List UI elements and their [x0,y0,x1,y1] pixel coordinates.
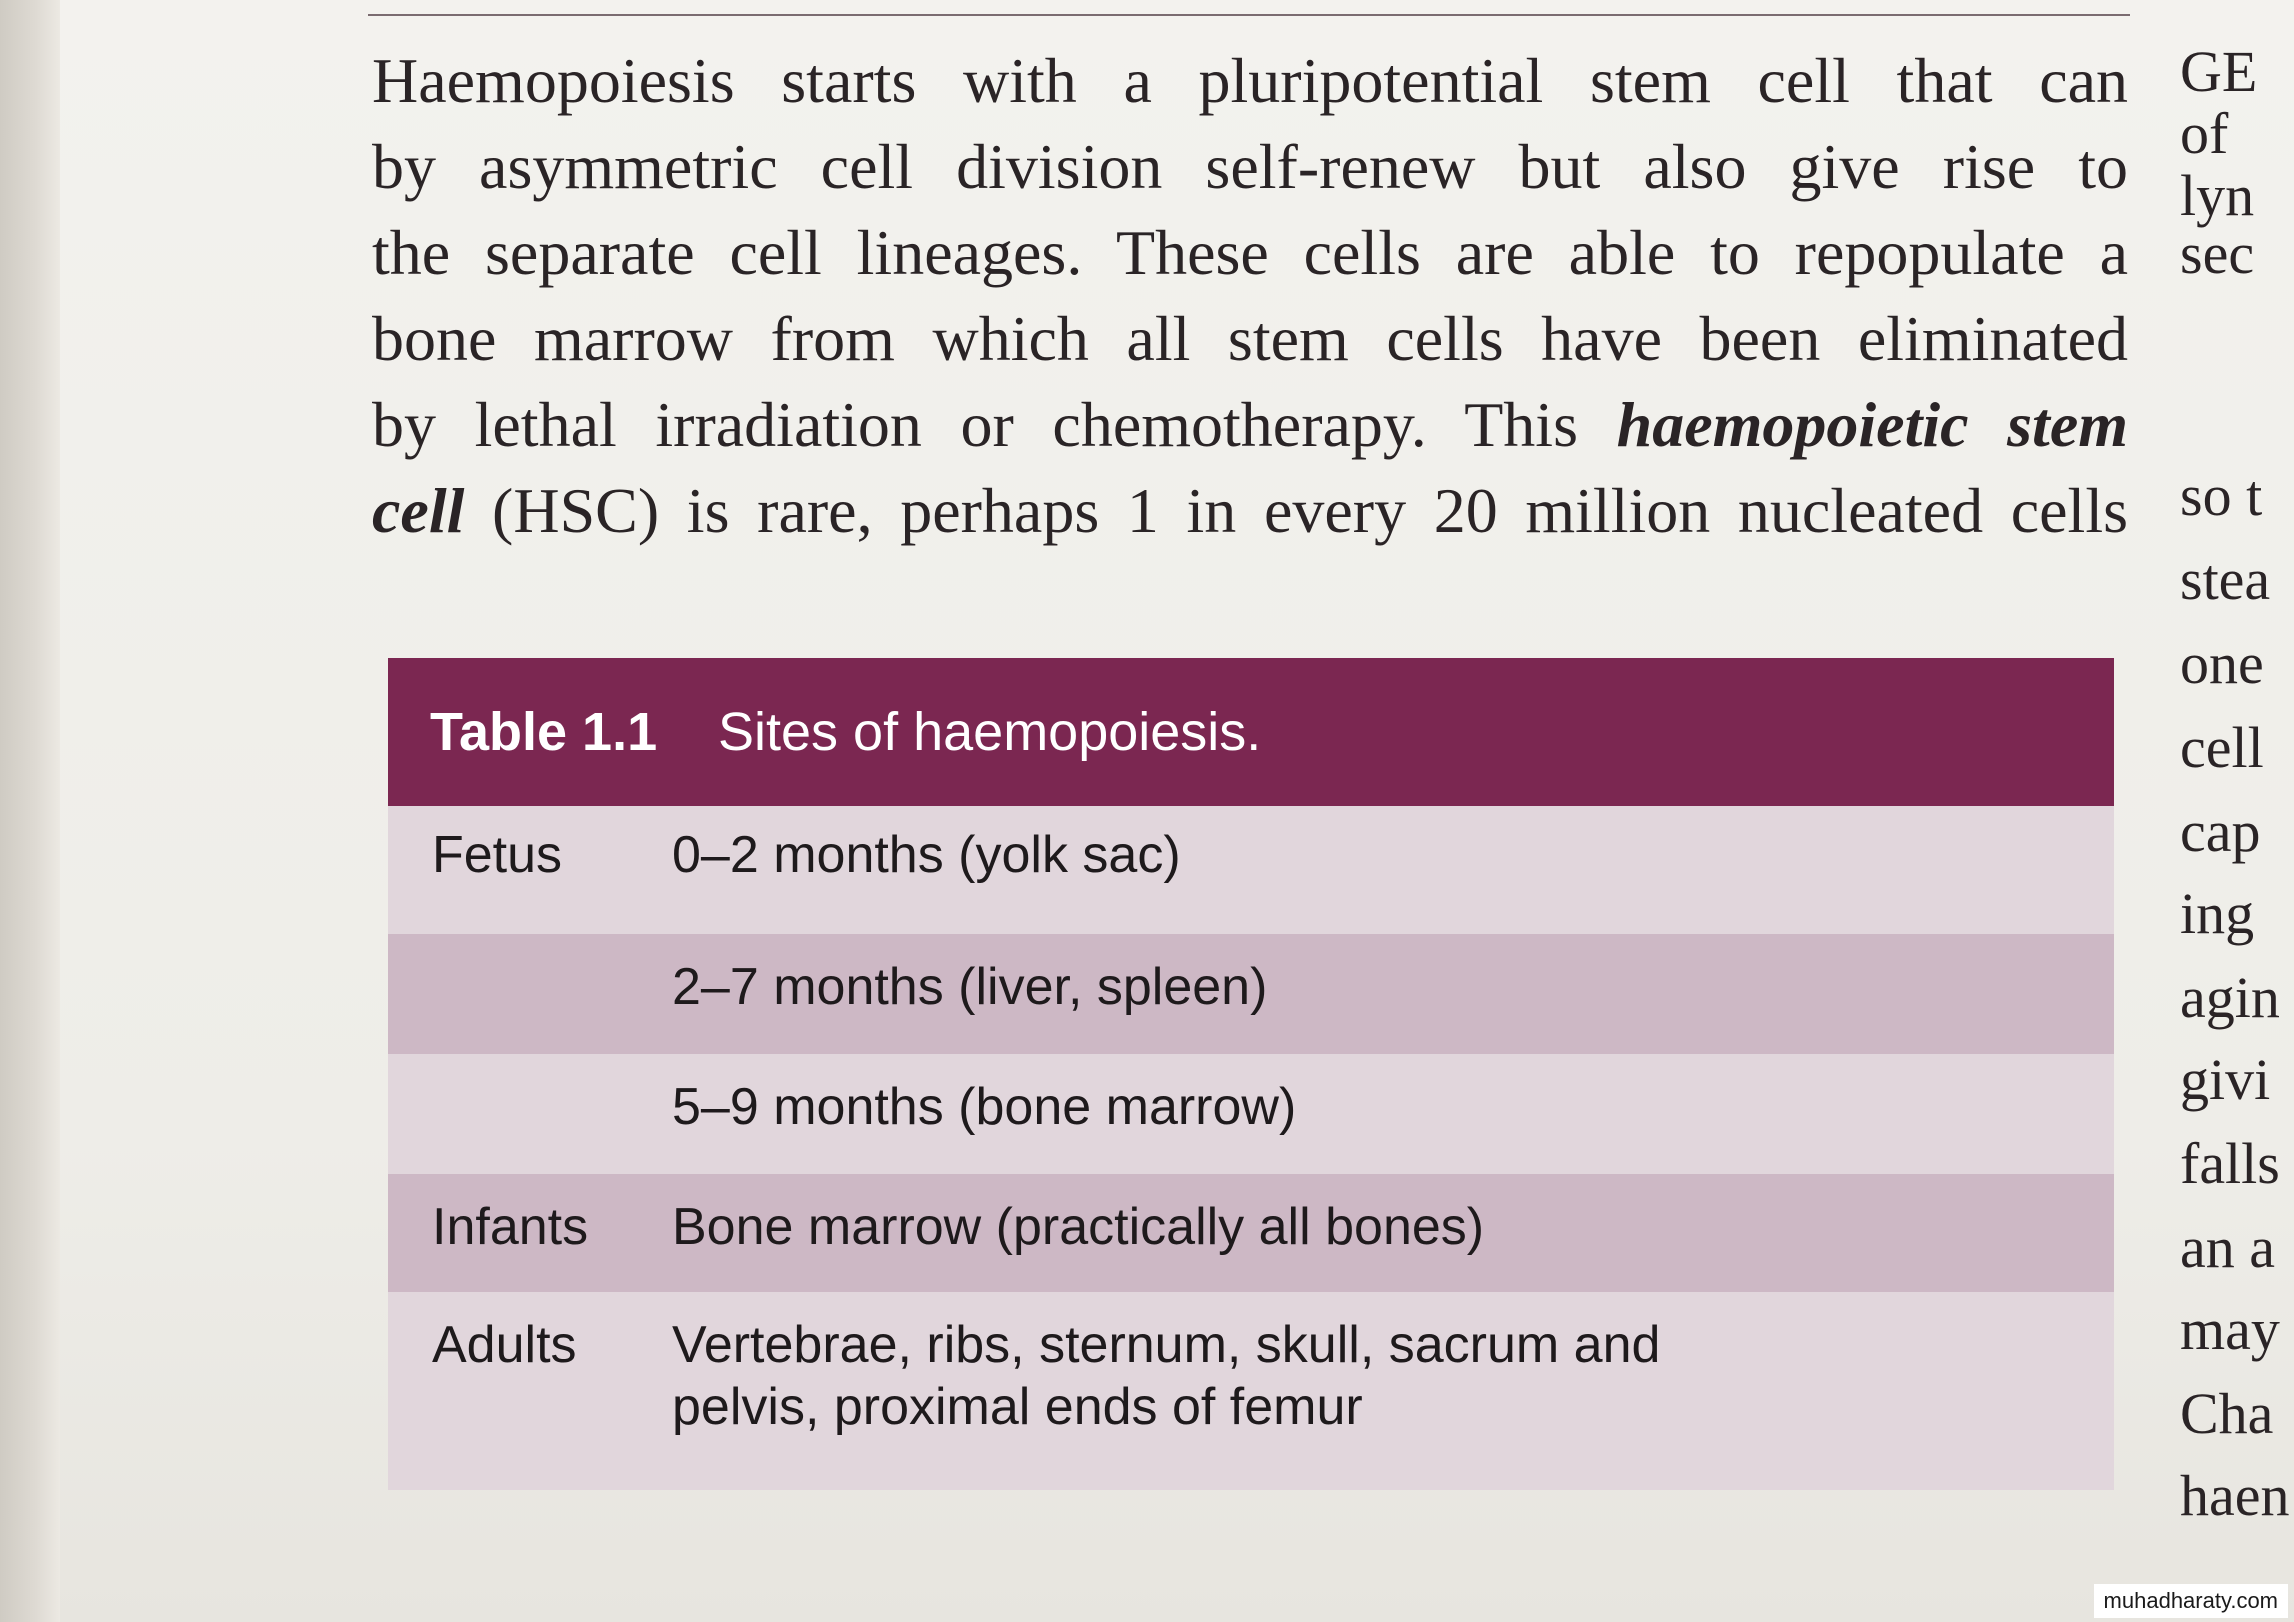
column-fragment: Cha [2180,1381,2274,1446]
top-rule [368,14,2130,16]
column-fragment: an a [2180,1215,2275,1280]
sites-table [388,658,2114,1490]
column-fragment: cap [2180,799,2261,864]
table-row [388,806,2114,934]
table-row [388,1292,2114,1490]
site-line: Vertebrae, ribs, sternum, skull, sacrum and [672,1316,1661,1374]
column-fragment: ing [2180,881,2255,946]
table-row [388,934,2114,1054]
column-fragment: one [2180,631,2264,696]
table-header [388,658,2114,806]
body-line: the separate cell lineages. These cells are able to repopulate a [372,217,2128,288]
column-fragment: may [2180,1297,2280,1362]
site-cell: 5–9 months (bone marrow) [672,1078,1297,1136]
column-fragment: GE [2180,39,2258,104]
book-page-edge [0,0,60,1622]
emphasis-term: haemopoietic stem [1616,389,2129,460]
body-line: cell (HSC) is rare, perhaps 1 in every 20 million nucleated cells [372,475,2129,546]
watermark: muhadharaty.com [2094,1584,2288,1618]
site-cell: 0–2 months (yolk sac) [672,826,1181,884]
site-cell: Bone marrow (practically all bones) [672,1198,1485,1256]
site-line: pelvis, proximal ends of femur [672,1378,1363,1436]
stage-cell [388,956,660,1054]
column-fragment: of [2180,101,2229,166]
table-number: Table 1.1 [430,702,658,762]
body-line: bone marrow from which all stem cells have been eliminated [372,303,2128,374]
stage-cell: Adults [432,1316,577,1374]
column-fragment: haen [2180,1463,2290,1528]
table-row [388,1054,2114,1174]
column-fragment: so t [2180,463,2263,528]
site-cell: 2–7 months (liver, spleen) [672,958,1268,1016]
column-fragment: falls [2180,1131,2280,1196]
site-cell [660,1314,2114,1490]
stage-cell [388,1076,660,1174]
table-row [388,1174,2114,1292]
body-line: Haemopoiesis starts with a pluripotential stem cell that can [372,45,2128,116]
body-line: by lethal irradiation or chemotherapy. This haemopoietic stem [372,389,2129,460]
column-fragment: sec [2180,221,2255,286]
stage-cell: Infants [432,1198,589,1256]
emphasis-term: cell [372,475,465,546]
column-fragment: givi [2180,1047,2271,1112]
body-paragraph [372,38,2128,554]
stage-cell: Fetus [432,826,563,884]
body-line: by asymmetric cell division self-renew but also give rise to [372,131,2128,202]
column-fragment: lyn [2180,163,2255,228]
column-fragment: stea [2180,547,2271,612]
adjacent-column-fragment [2180,38,2294,1578]
table-caption: Sites of haemopoiesis. [718,702,1262,762]
column-fragment: cell [2180,715,2264,780]
column-fragment: agin [2180,965,2280,1030]
